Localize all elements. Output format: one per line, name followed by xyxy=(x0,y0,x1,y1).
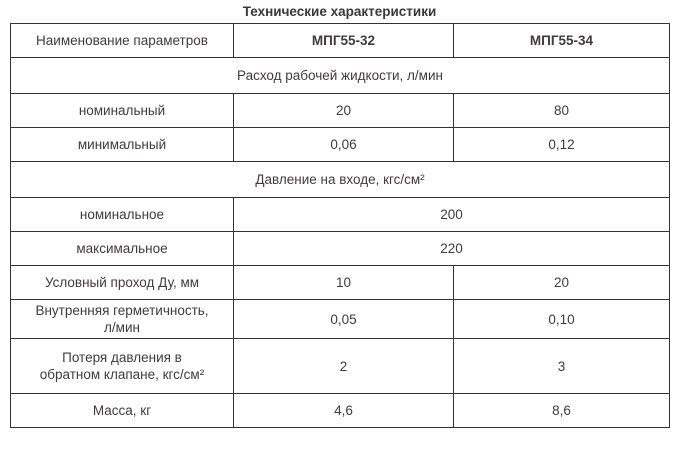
table-row xyxy=(11,394,670,428)
cell-value: 20 xyxy=(454,266,670,300)
cell-value: 3 xyxy=(454,339,670,394)
cell-value: 2 xyxy=(234,339,454,394)
cell-value: 20 xyxy=(234,94,454,128)
cell-value: 0,12 xyxy=(454,128,670,162)
header-row xyxy=(11,24,670,58)
cell-value: 4,6 xyxy=(234,394,454,428)
row-label: Условный проход Ду, мм xyxy=(11,266,234,300)
characteristics-table xyxy=(10,23,670,428)
row-label: Внутренняя герметичность, л/мин xyxy=(11,300,234,339)
cell-value: 0,06 xyxy=(234,128,454,162)
row-label: Потеря давления в обратном клапане, кгс/см² xyxy=(11,339,234,394)
cell-value-merged: 200 xyxy=(234,198,670,232)
cell-value: 10 xyxy=(234,266,454,300)
cell-value: 80 xyxy=(454,94,670,128)
cell-value: 0,10 xyxy=(454,300,670,339)
cell-value: 0,05 xyxy=(234,300,454,339)
section-row xyxy=(11,162,670,198)
section-label: Расход рабочей жидкости, л/мин xyxy=(11,58,670,94)
page-title: Технические характеристики xyxy=(242,4,437,19)
column-header-parameter-name: Наименование параметров xyxy=(11,24,234,58)
table-row xyxy=(11,94,670,128)
column-header-mpg55-32: МПГ55-32 xyxy=(234,24,454,58)
row-label: максимальное xyxy=(11,232,234,266)
column-header-mpg55-34: МПГ55-34 xyxy=(454,24,670,58)
table-row xyxy=(11,128,670,162)
table-row xyxy=(11,266,670,300)
section-row xyxy=(11,58,670,94)
cell-value-merged: 220 xyxy=(234,232,670,266)
table-row xyxy=(11,300,670,339)
row-label: минимальный xyxy=(11,128,234,162)
table-row xyxy=(11,198,670,232)
row-label: номинальный xyxy=(11,94,234,128)
table-row xyxy=(11,339,670,394)
table-row xyxy=(11,232,670,266)
cell-value: 8,6 xyxy=(454,394,670,428)
section-label: Давление на входе, кгс/см² xyxy=(11,162,670,198)
row-label: Масса, кг xyxy=(11,394,234,428)
row-label: номинальное xyxy=(11,198,234,232)
